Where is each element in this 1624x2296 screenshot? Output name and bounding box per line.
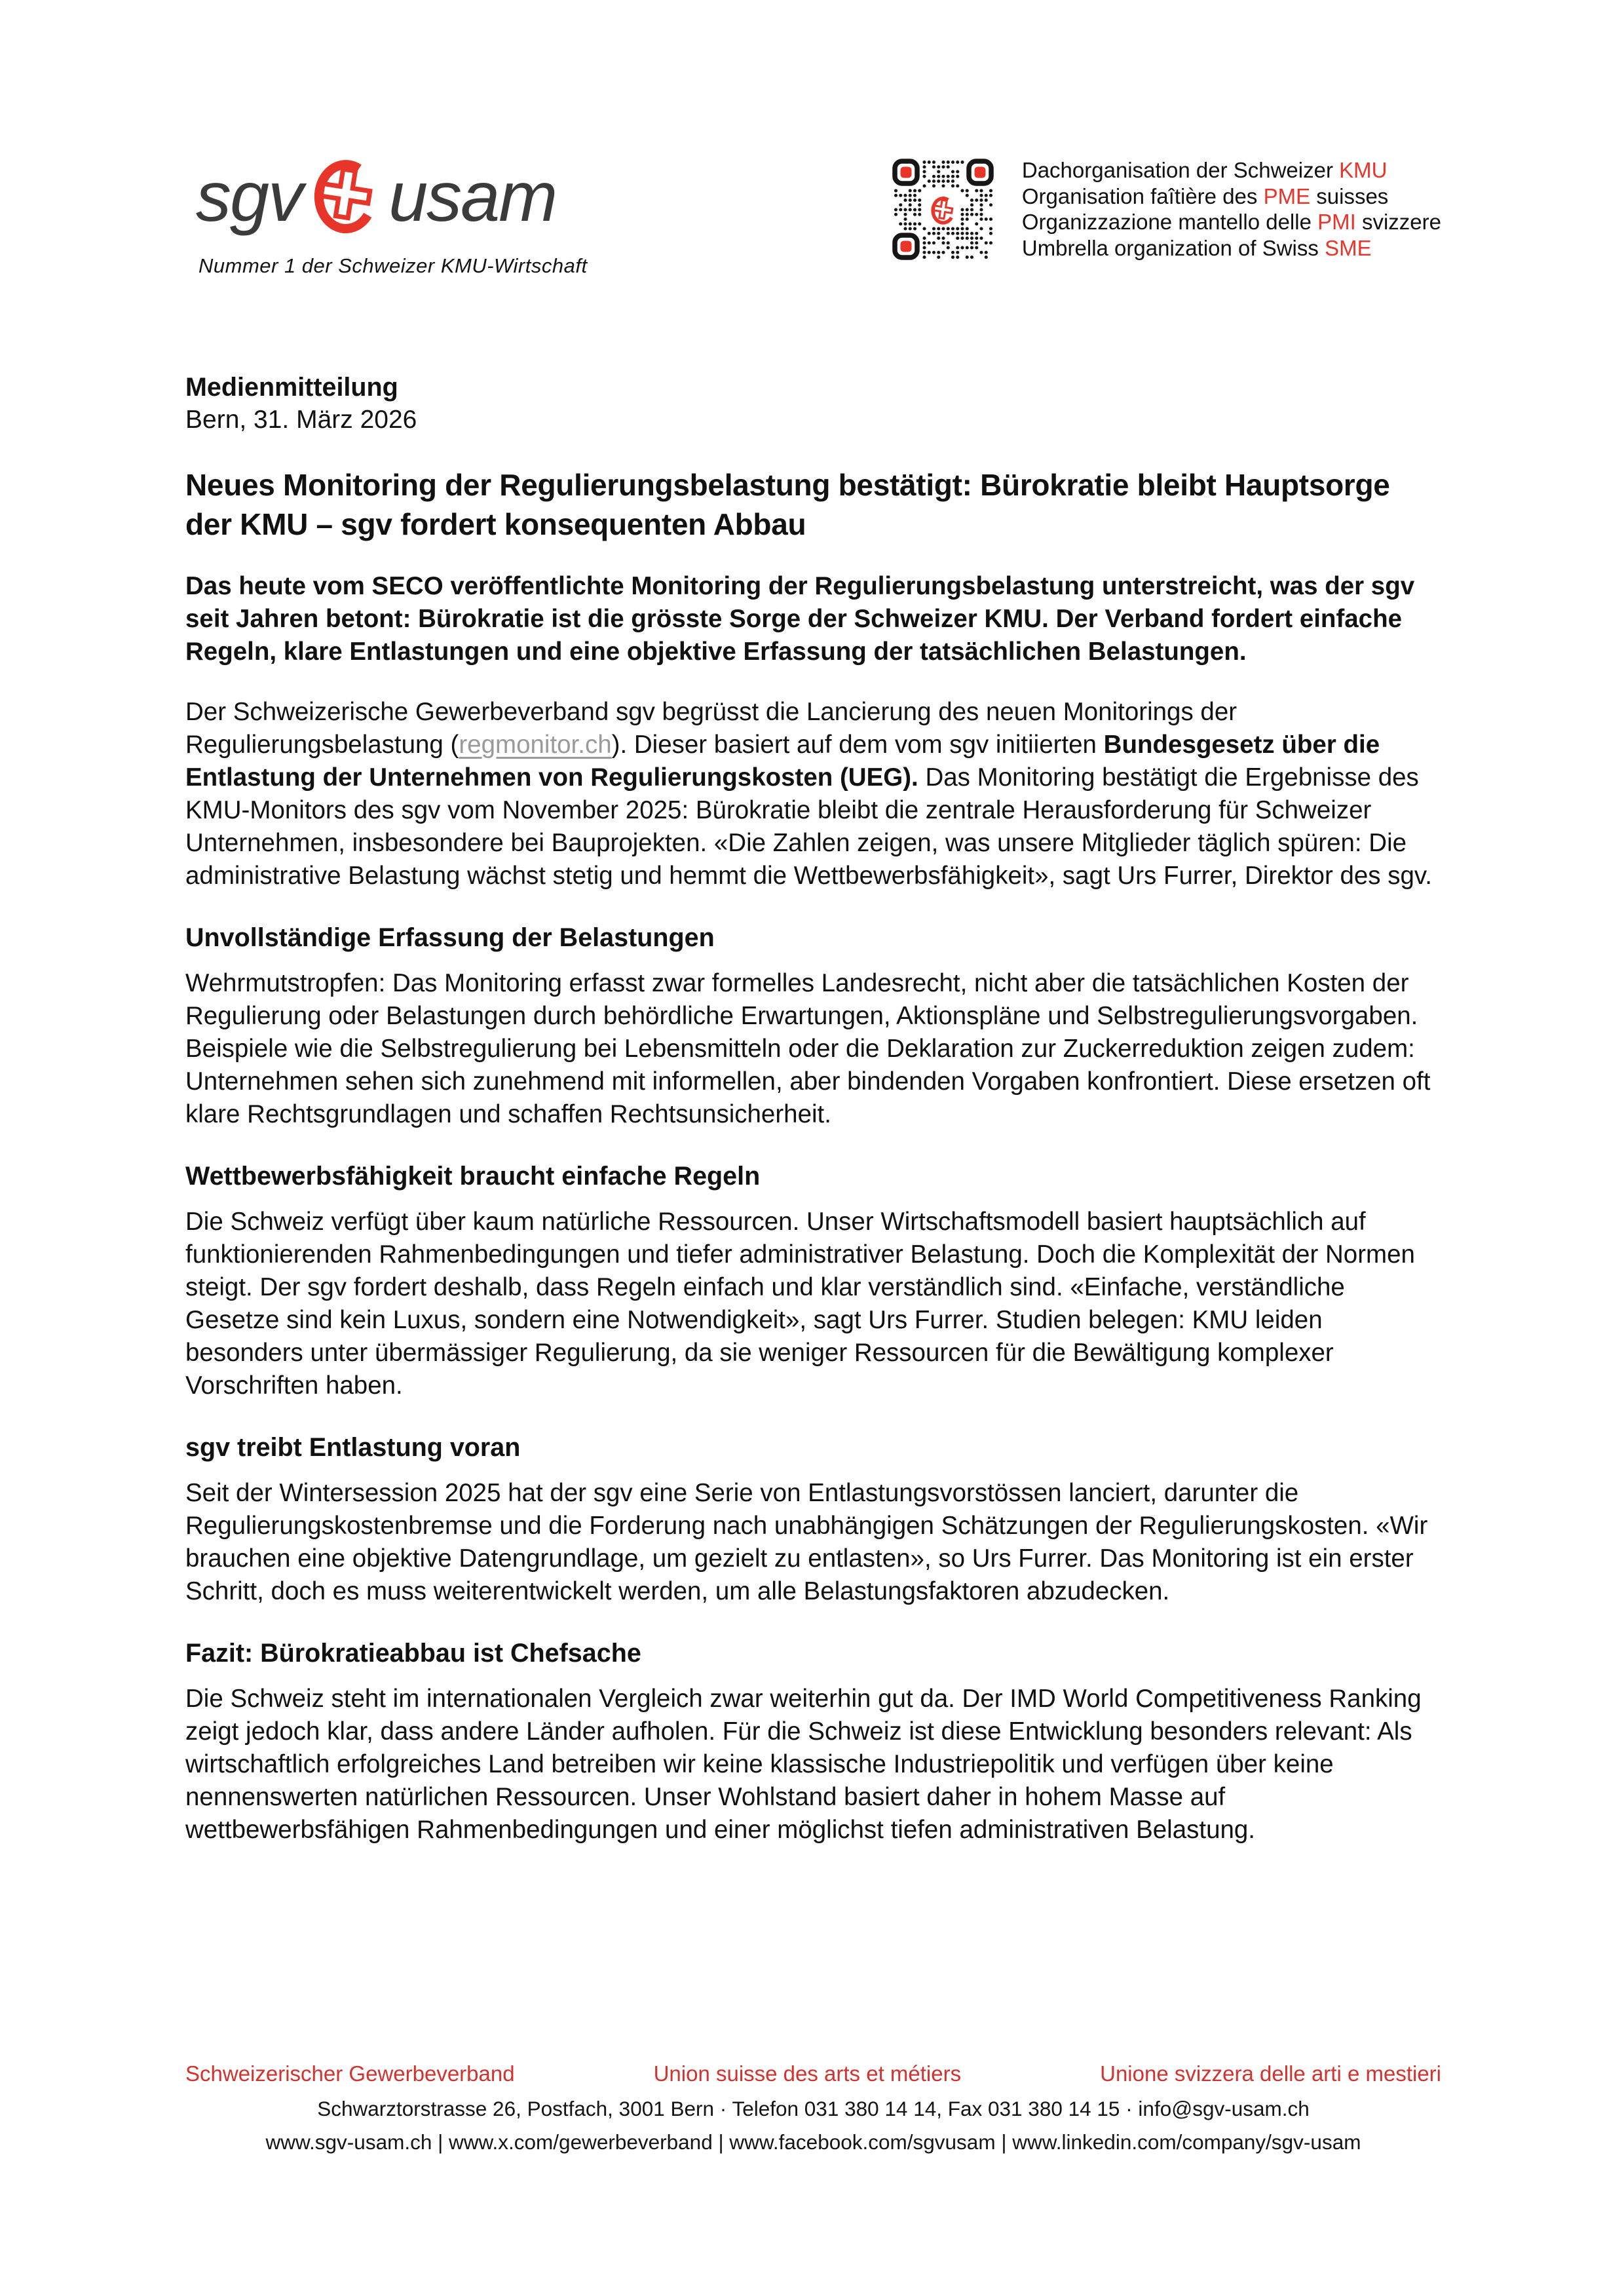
section-paragraph: Die Schweiz steht im internationalen Vergleich zwar weiterhin gut da. Der IMD World Competitiveness Ranking zeigt jedoch klar, dass andere Länder aufholen. Für die Schweiz ist diese Entwicklung besonders relevant: Als wirtschaftlich erfolgreiches Land betreiben wir keine klassische Industriepolitik und verfügen über keine nennenswerten natürlichen Ressourcen. Unser Wohlstand basiert daher in hohem Masse auf wettbewerbsfähigen Rahmenbedingungen und einer möglichst tiefen administrativen Belastung. (185, 1685, 1422, 1844)
organization-names (1022, 157, 1441, 261)
footer-org-de: Schweizerischer Gewerbeverband (185, 2061, 515, 2086)
footer-org-names (185, 2061, 1441, 2086)
letterhead (185, 156, 1441, 278)
org-line-fr: Organisation faîtière des PME suisses (1021, 183, 1389, 208)
section-paragraph: Seit der Wintersession 2025 hat der sgv eine Serie von Entlastungsvorstössen lanciert, darunter die Regulierungskostenbremse und die Forderung nach unabhängigen Schätzungen der Regulierungskosten. «Wir brauchen eine objektive Datengrundlage, um gezielt zu entlasten», so Urs Furrer. Das Monitoring ist ein erster Schritt, doch es muss weiterentwickelt werden, um alle Belastungsfaktoren abzudecken. (185, 1479, 1428, 1605)
dateline: Bern, 31. März 2026 (185, 406, 417, 434)
logo-tagline: Nummer 1 der Schweizer KMU-Wirtschaft (198, 254, 588, 277)
section-heading: sgv treibt Entlastung voran (185, 1433, 521, 1462)
footer-org-it: Unione svizzera delle arti e mestieri (1100, 2061, 1441, 2086)
org-abbrev-pmi: PMI (1317, 210, 1356, 234)
swiss-cross-ring-icon (312, 156, 381, 237)
footer-address-line: Schwarztorstrasse 26, Postfach, 3001 Bern · Telefon 031 380 14 14, Fax 031 380 14 15 · info@sgv-usam.ch (317, 2097, 1310, 2120)
headline: Neues Monitoring der Regulierungsbelastung bestätigt: Bürokratie bleibt Hauptsorge der KMU – sgv fordert konsequenten Abbau (185, 468, 1390, 541)
org-line-de: Dachorganisation der Schweizer KMU (1021, 158, 1388, 182)
footer-web-line: www.sgv-usam.ch | www.x.com/gewerbeverband | www.facebook.com/sgvusam | www.linkedin.com/company/sgv-usam (265, 2130, 1361, 2154)
document-type-label: Medienmitteilung (185, 373, 398, 402)
intro-paragraph: Der Schweizerische Gewerbeverband sgv begrüsst die Lancierung des neuen Monitorings der Regulierungsbelastung (regmonitor.ch). Dieser basiert auf dem vom sgv initiierten Bundesgesetz über die Entlastung der Unternehmen von Regulierungskosten (UEG). Das Monitoring bestätigt die Ergebnisse des KMU-Monitors des sgv vom November 2025: Bürokratie bleibt die zentrale Herausforderung für Schweizer Unternehmen, insbesondere bei Bauprojekten. «Die Zahlen zeigen, was unsere Mitglieder täglich spüren: Die administrative Belastung wächst stetig und hemmt die Wettbewerbsfähigkeit», sagt Urs Furrer, Direktor des sgv. (185, 698, 1433, 890)
regmonitor-link[interactable]: regmonitor.ch (459, 731, 612, 759)
section-fazit (185, 1637, 1438, 1846)
section-heading: Fazit: Bürokratieabbau ist Chefsache (185, 1639, 641, 1668)
qr-code (892, 158, 994, 261)
qr-and-org-block (892, 157, 1441, 261)
org-line-en: Umbrella organization of Swiss SME (1021, 235, 1372, 260)
ueg-law-reference: Bundesgesetz über die Entlastung der Unternehmen von Regulierungskosten (UEG). (185, 731, 1380, 792)
logo-text-usam: usam (388, 157, 557, 236)
org-abbrev-pme: PME (1263, 183, 1311, 208)
org-line-it: Organizzazione mantello delle PMI svizzere (1021, 210, 1441, 234)
section-heading: Unvollständige Erfassung der Belastungen (185, 923, 715, 952)
section-paragraph: Die Schweiz verfügt über kaum natürliche Ressourcen. Unser Wirtschaftsmodell basiert hauptsächlich auf funktionierenden Rahmenbedingungen und tiefer administrativer Belastung. Doch die Komplexität der Normen steigt. Der sgv fordert deshalb, dass Regeln einfach und klar verständlich sind. «Einfache, verständliche Gesetze sind kein Luxus, sondern eine Notwendigkeit», sagt Urs Furrer. Studien belegen: KMU leiden besonders unter übermässiger Regulierung, da sie weniger Ressourcen für die Bewältigung komplexer Vorschriften haben. (185, 1208, 1415, 1400)
qr-center-logo-icon (926, 193, 959, 225)
logo-text-sgv: sgv (196, 157, 303, 236)
section-entlastung (185, 1431, 1438, 1608)
document-body (185, 371, 1438, 1846)
org-abbrev-kmu: KMU (1339, 158, 1388, 182)
section-paragraph: Wehrmutstropfen: Das Monitoring erfasst zwar formelles Landesrecht, nicht aber die tatsächlichen Kosten der Regulierung oder Belastungen durch behördliche Erwartungen, Aktionspläne und Selbstregulierungsvorgaben. Beispiele wie die Selbstregulierung bei Lebensmitteln oder die Deklaration zur Zuckerreduktion zeigen zudem: Unternehmen sehen sich zunehmend mit informellen, aber bindenden Vorgaben konfrontiert. Diese ersetzen oft klare Rechtsgrundlagen und schaffen Rechtsunsicherheit. (185, 969, 1431, 1128)
section-erfassung (185, 921, 1438, 1131)
lead-paragraph: Das heute vom SECO veröffentlichte Monitoring der Regulierungsbelastung unterstreicht, was der sgv seit Jahren betont: Bürokratie ist die grösste Sorge der Schweizer KMU. Der Verband fordert einfache Regeln, klare Entlastungen und eine objektive Erfassung der tatsächlichen Belastungen. (185, 572, 1415, 666)
section-wettbewerbsfaehigkeit (185, 1160, 1438, 1402)
footer (185, 2061, 1441, 2154)
footer-org-fr: Union suisse des arts et métiers (653, 2061, 962, 2086)
org-abbrev-sme: SME (1325, 235, 1372, 260)
logo-wordmark (196, 156, 588, 237)
sgv-usam-logo (196, 156, 588, 278)
section-heading: Wettbewerbsfähigkeit braucht einfache Regeln (185, 1162, 761, 1191)
